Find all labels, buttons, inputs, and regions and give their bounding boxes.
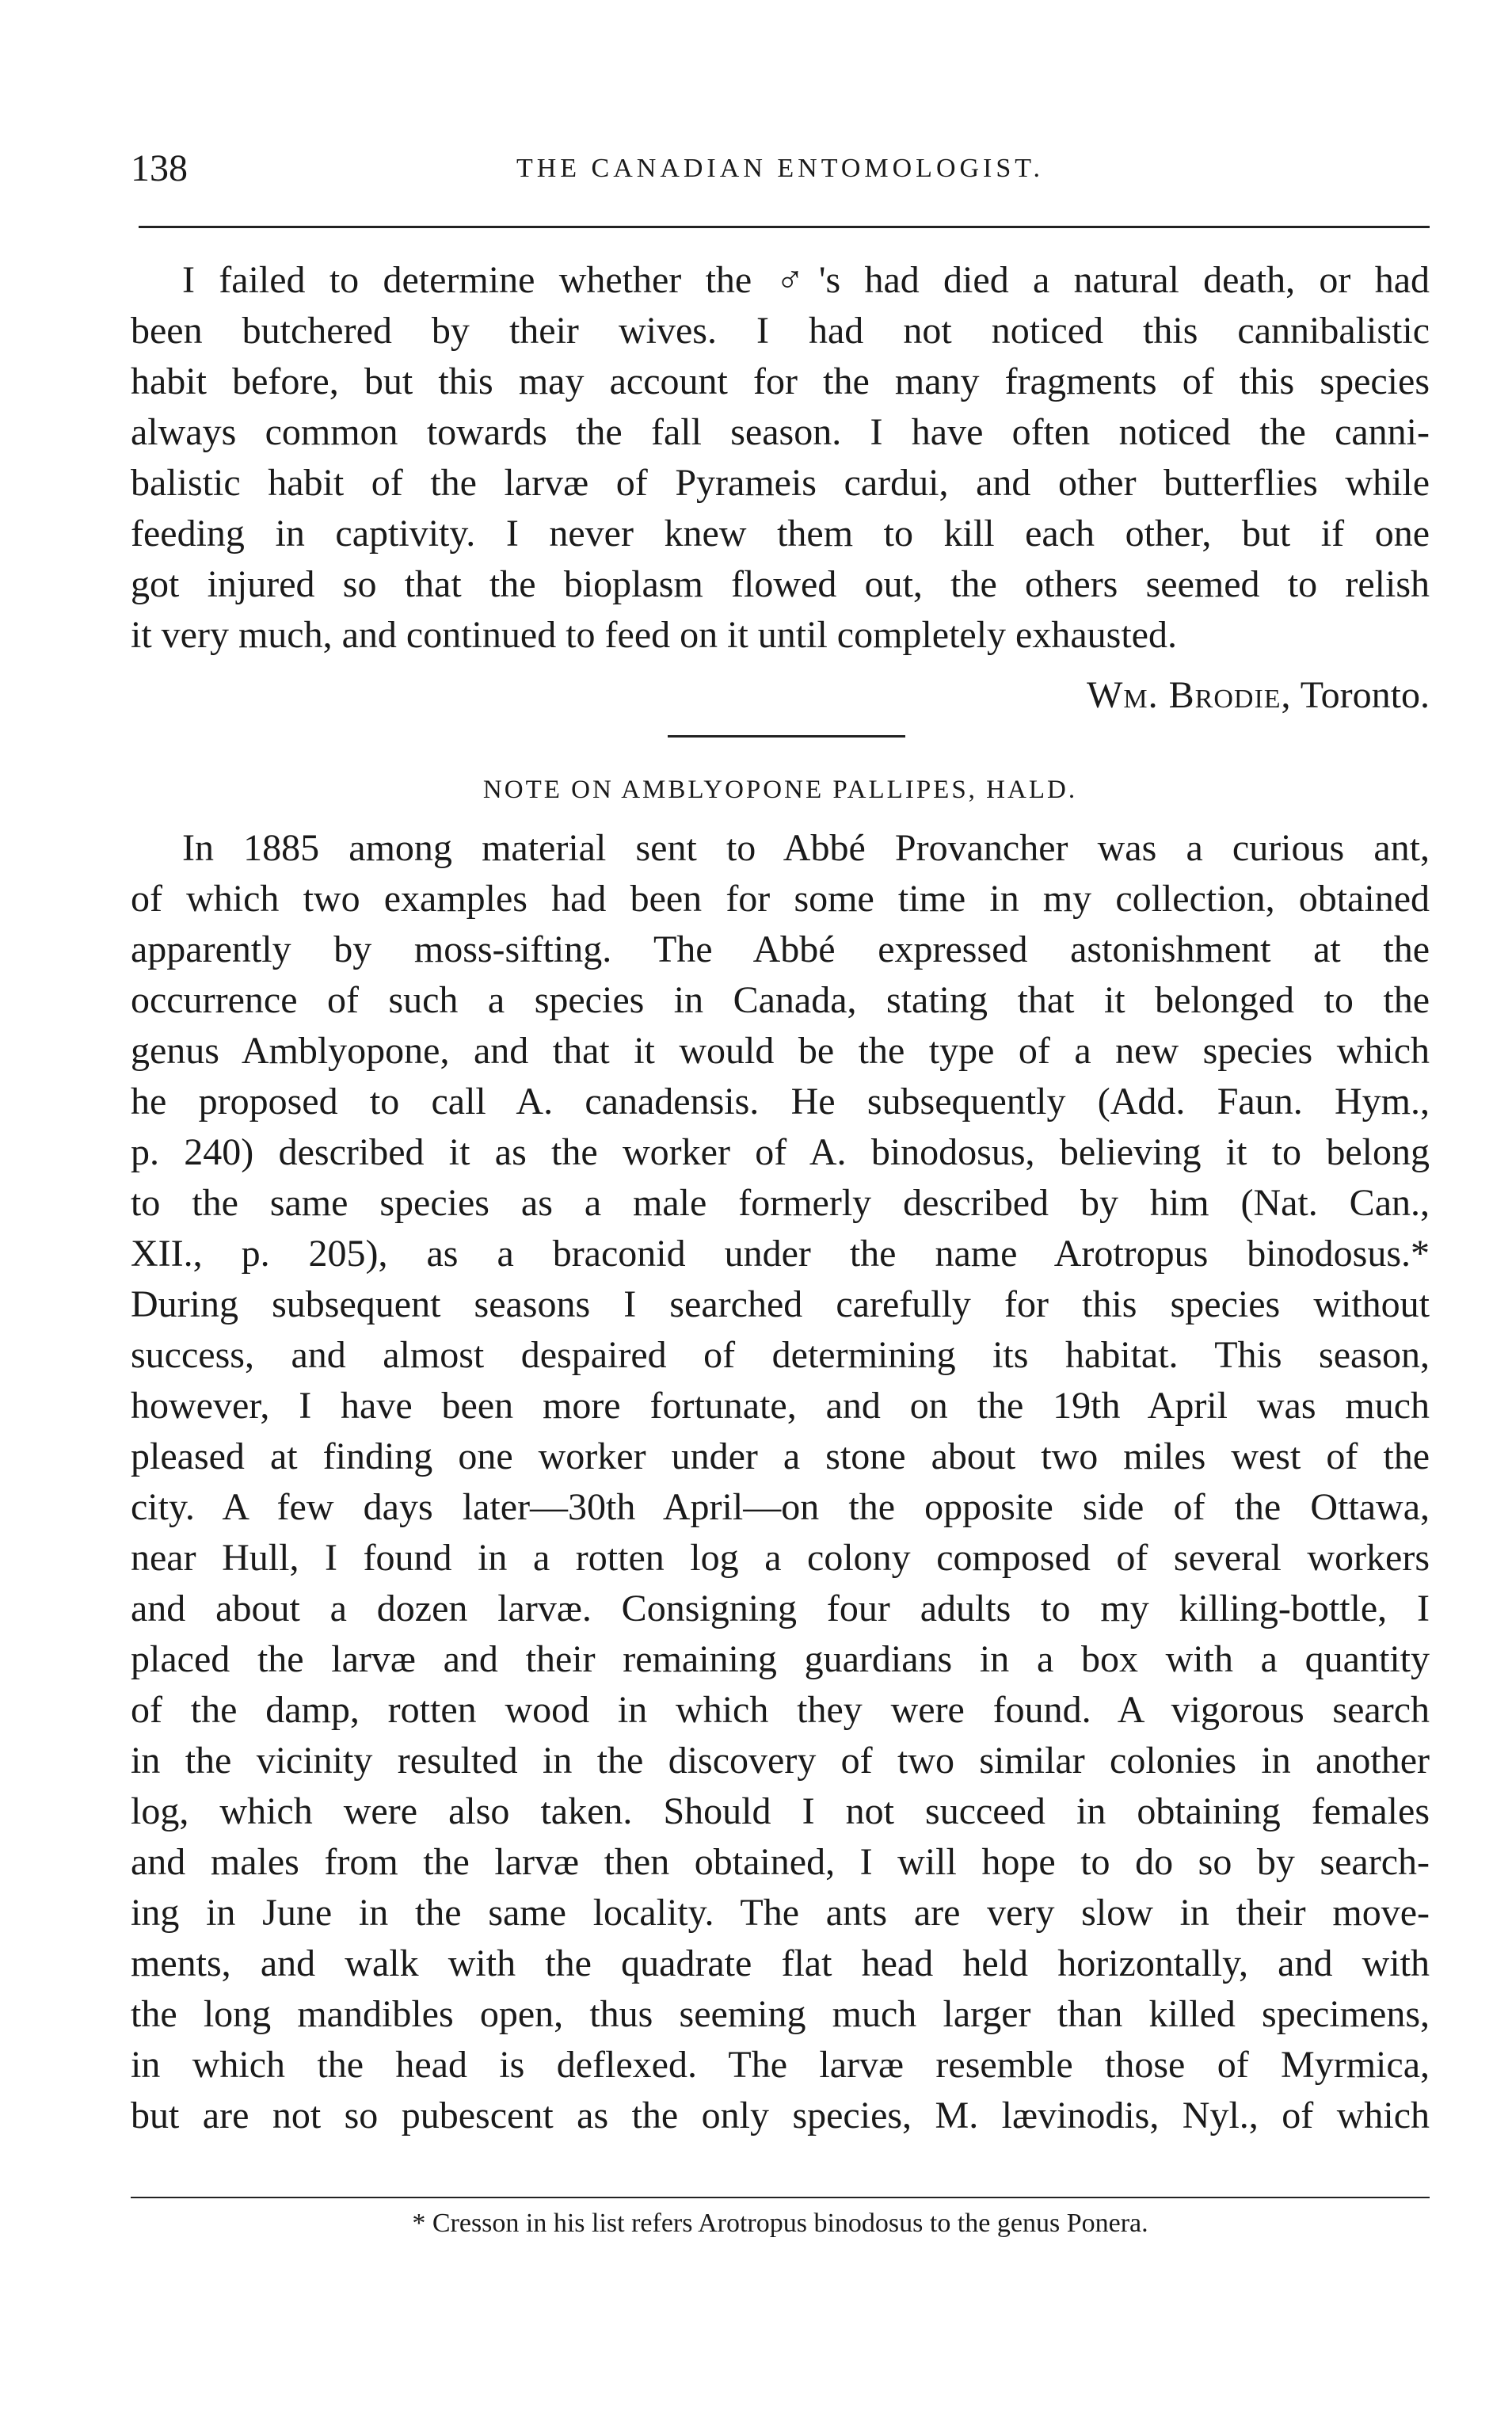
paragraph-line: balistic habit of the larvæ of Pyrameis cardui, and other butterflies while bbox=[131, 462, 1430, 504]
paragraph-line: In 1885 among material sent to Abbé Provancher was a curious ant, bbox=[182, 827, 1430, 869]
paragraph-line: and males from the larvæ then obtained, I will hope to do so by search- bbox=[131, 1841, 1430, 1883]
paragraph-line: however, I have been more fortunate, and on the 19th April was much bbox=[131, 1385, 1430, 1427]
running-title: THE CANADIAN ENTOMOLOGIST. bbox=[516, 154, 1045, 183]
paragraph-line: I failed to determine whether the ♂'s had died a natural death, or had bbox=[182, 259, 1430, 301]
paragraph-line: got injured so that the bioplasm flowed out, the others seemed to relish bbox=[131, 563, 1430, 605]
page-header bbox=[131, 141, 1430, 196]
paragraph-line: log, which were also taken. Should I not succeed in obtaining females bbox=[131, 1790, 1430, 1832]
paragraph-line: pleased at finding one worker under a stone about two miles west of the bbox=[131, 1435, 1430, 1477]
paragraph-line: XII., p. 205), as a braconid under the name Arotropus binodosus.* bbox=[131, 1233, 1430, 1275]
signature-place: Toronto. bbox=[1300, 674, 1430, 716]
paragraph-line: During subsequent seasons I searched carefully for this species without bbox=[131, 1283, 1430, 1325]
paragraph-line: the long mandibles open, thus seeming much larger than killed specimens, bbox=[131, 1993, 1430, 2035]
header-rule bbox=[139, 226, 1430, 228]
paragraph-line: occurrence of such a species in Canada, stating that it belonged to the bbox=[131, 979, 1430, 1021]
footnote-rule bbox=[131, 2197, 1430, 2198]
section-heading: NOTE ON AMBLYOPONE PALLIPES, HALD. bbox=[482, 776, 1078, 804]
author-signature bbox=[1087, 670, 1430, 721]
paragraph-line: p. 240) described it as the worker of A. binodosus, believing it to belong bbox=[131, 1131, 1430, 1173]
brodie-note bbox=[131, 255, 1430, 661]
paragraph-line: placed the larvæ and their remaining guardians in a box with a quantity bbox=[131, 1638, 1430, 1680]
paragraph-line: ing in June in the same locality. The ants are very slow in their move- bbox=[131, 1892, 1430, 1934]
signature-name: Wm. Brodie, bbox=[1087, 674, 1292, 716]
paragraph-line: but are not so pubescent as the only species, M. lævinodis, Nyl., of which bbox=[131, 2095, 1430, 2136]
paragraph-line: in the vicinity resulted in the discovery of two similar colonies in another bbox=[131, 1740, 1430, 1782]
section-divider bbox=[668, 735, 905, 738]
paragraph-line: always common towards the fall season. I have often noticed the canni- bbox=[131, 411, 1430, 453]
paragraph-line: of the damp, rotten wood in which they were found. A vigorous search bbox=[131, 1689, 1430, 1731]
paragraph-line: it very much, and continued to feed on it until completely exhausted. bbox=[131, 614, 1177, 656]
paragraph-line: feeding in captivity. I never knew them to kill each other, but if one bbox=[131, 513, 1430, 555]
paragraph-line: habit before, but this may account for the many fragments of this species bbox=[131, 360, 1430, 402]
paragraph-line: success, and almost despaired of determining its habitat. This season, bbox=[131, 1334, 1430, 1376]
paragraph-line: and about a dozen larvæ. Consigning four adults to my killing-bottle, I bbox=[131, 1588, 1430, 1630]
paragraph-line: ments, and walk with the quadrate flat head held horizontally, and with bbox=[131, 1942, 1430, 1984]
paragraph-line: to the same species as a male formerly described by him (Nat. Can., bbox=[131, 1182, 1430, 1224]
footnote: * Cresson in his list refers Arotropus binodosus to the genus Ponera. bbox=[412, 2209, 1148, 2238]
paragraph-line: been butchered by their wives. I had not noticed this cannibalistic bbox=[131, 310, 1430, 352]
paragraph-line: in which the head is deflexed. The larvæ resemble those of Myrmica, bbox=[131, 2044, 1430, 2086]
paragraph-line: apparently by moss-sifting. The Abbé expressed astonishment at the bbox=[131, 928, 1430, 970]
amblyopone-note bbox=[131, 823, 1430, 2141]
paragraph-line: he proposed to call A. canadensis. He subsequently (Add. Faun. Hym., bbox=[131, 1081, 1430, 1123]
paragraph-line: of which two examples had been for some time in my collection, obtained bbox=[131, 878, 1430, 920]
paragraph-line: near Hull, I found in a rotten log a colony composed of several workers bbox=[131, 1537, 1430, 1579]
paragraph-line: city. A few days later—30th April—on the opposite side of the Ottawa, bbox=[131, 1486, 1430, 1528]
paragraph-line: genus Amblyopone, and that it would be the type of a new species which bbox=[131, 1030, 1430, 1072]
page-number: 138 bbox=[131, 147, 188, 189]
